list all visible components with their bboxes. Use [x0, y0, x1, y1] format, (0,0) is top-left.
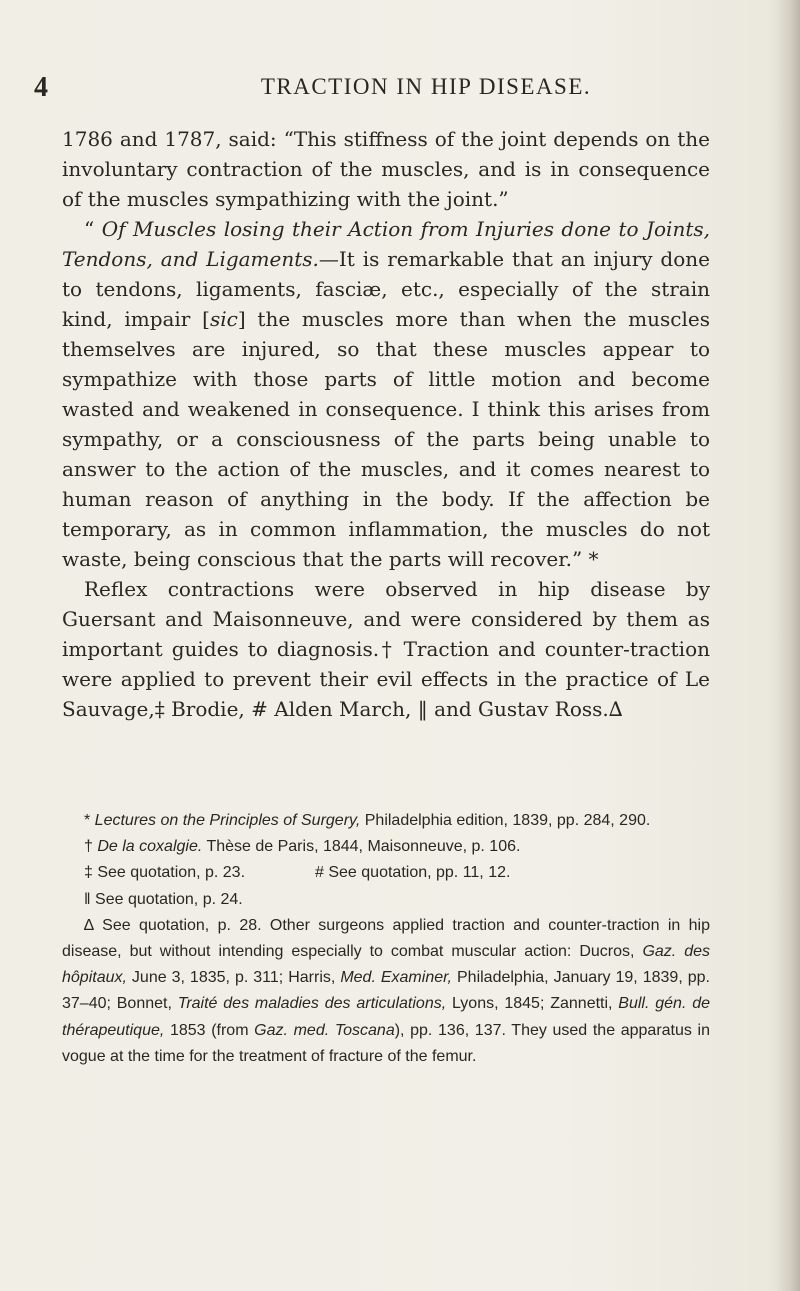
footnote-4: # See quotation, pp. 11, 12.: [315, 864, 511, 882]
footnote-1: [62, 808, 710, 834]
footnote-2: [62, 834, 710, 860]
paragraph-3: Reflex contractions were observed in hip disease by Guersant and Maisonneuve, and were considered by them as important guides to diagnosis.† Traction and counter-traction were applied to prevent their evil effects in the practice of Le Sauvage,‡ Brodie, # Alden March, ‖ and Gustav Ross.∆: [62, 577, 710, 721]
page-number: 4: [34, 72, 48, 103]
footnote-1-rest: Philadelphia edition, 1839, pp. 284, 290.: [360, 812, 651, 829]
footnote-2-mark: †: [84, 838, 98, 856]
page-edge-shadow: [776, 0, 800, 1291]
footnote-6-text-f: ), pp. 136, 137. They used the apparatus in vogue at the time for the treatment of fracture of the femur.: [62, 1021, 710, 1065]
paragraph-1: 1786 and 1787, said: “This stiffness of the joint depends on the involuntary contraction of the muscles, and is in consequence of the muscles sympathizing with the joint.”: [62, 127, 710, 211]
footnote-1-mark: *: [84, 812, 95, 829]
open-quote: “: [84, 217, 102, 241]
paragraph-2: [62, 214, 710, 574]
footnote-6-text-c: Philadelphia, January 19, 1839, pp. 37–40; Bonnet,: [62, 969, 711, 1013]
running-title: TRACTION IN HIP DISEASE.: [260, 74, 592, 99]
paragraph-2-text-b: ] the muscles more than when the muscles themselves are injured, so that these muscles appear to sympathize with those parts of little motion and become wasted and weakened in consequence. I think this arises from sympathy, or a consciousness of the parts being unable to answer to the action of the muscles, and it comes nearest to human reason of anything in the body. If the affection be temporary, as in common inflammation, the muscles do not waste, being conscious that the parts will recover.” *: [62, 307, 710, 571]
footnote-6-text-b: June 3, 1835, p. 311; Harris,: [126, 969, 341, 987]
footnote-6: [62, 913, 710, 1070]
footnote-6-text-d: Lyons, 1845; Zannetti,: [446, 995, 619, 1013]
running-head: [34, 72, 738, 112]
footnote-6-cite-5: Gaz. med. Toscana: [254, 1021, 395, 1039]
section-heading: Of Muscles losing their Action from Injuries done to Joints, Tendons, and Ligaments.: [62, 217, 710, 271]
footnote-2-rest: Thèse de Paris, 1844, Maisonneuve, p. 106.: [202, 838, 521, 856]
footnote-6-cite-4: Bull. gén. de thérapeutique,: [62, 995, 710, 1039]
footnotes: [62, 808, 710, 1070]
footnote-6-cite-1: Gaz. des hôpitaux,: [62, 943, 711, 987]
footnote-6-text-e: 1853 (from: [164, 1021, 255, 1039]
footnote-1-title: Lectures on the Principles of Surgery,: [94, 812, 361, 829]
footnote-5: ‖ See quotation, p. 24.: [84, 890, 243, 908]
sic-note: sic: [209, 307, 238, 331]
footnote-3: ‡ See quotation, p. 23.: [84, 864, 246, 882]
footnote-2-title: De la coxalgie.: [97, 838, 203, 856]
footnote-6-cite-3: Traité des maladies des articulations,: [177, 995, 447, 1013]
footnote-6-cite-2: Med. Examiner,: [340, 969, 453, 987]
footnote-3-4: [62, 860, 710, 886]
footnote-6-text-a: ∆ See quotation, p. 28. Other surgeons applied traction and counter-traction in hip disease, but without intending especially to combat muscular action: Ducros,: [62, 916, 710, 961]
body-text: [62, 124, 710, 724]
paragraph-2-text-a: —It is remarkable that an injury done to tendons, ligaments, fasciæ, etc., especially of the strain kind, impair [: [62, 247, 710, 331]
